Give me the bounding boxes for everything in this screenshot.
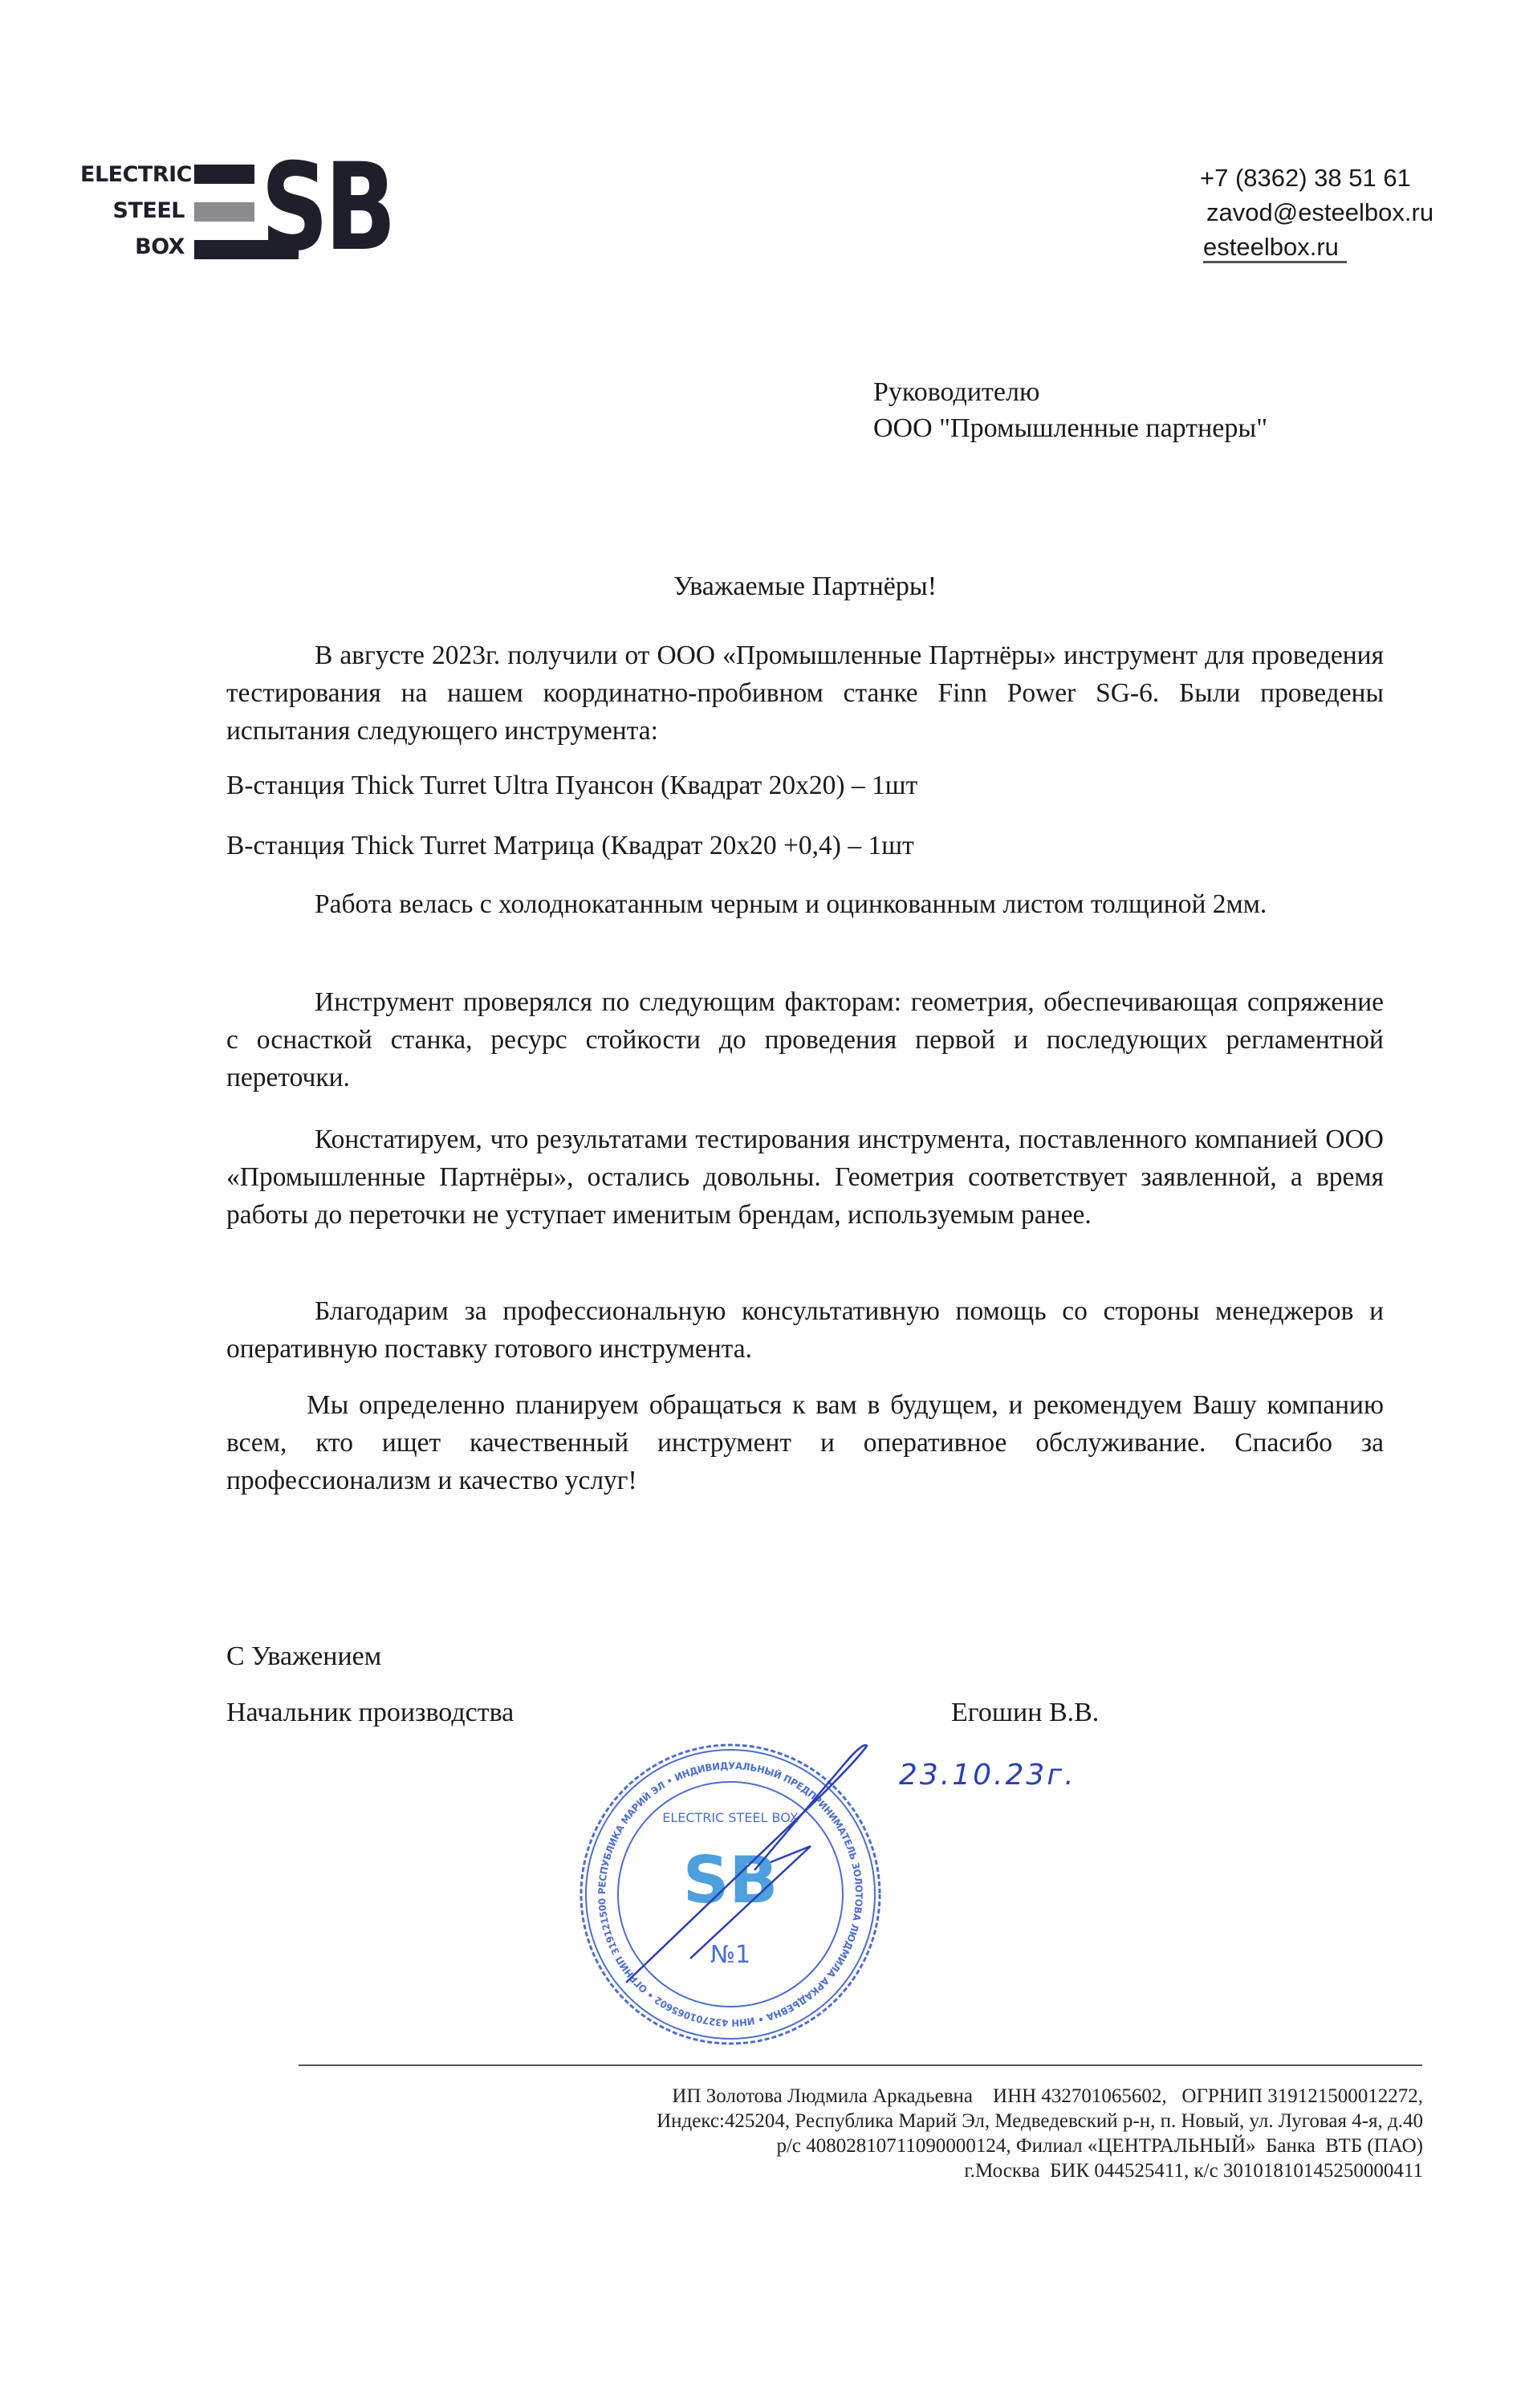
letter-body	[226, 1121, 1384, 1234]
logo-bar-icon	[194, 202, 254, 222]
paragraph-intro: В августе 2023г. получили от ООО «Промышленные Партнёры» инструмент для проведения тестирования на нашем координатно-пробивном станке Finn Power SG-6. Были проведены испытания следующего инструмента:	[226, 641, 1384, 746]
logo-wordmark	[80, 157, 192, 265]
signer-position: Начальник производства	[226, 1698, 514, 1727]
letter-greeting: Уважаемые Партнёры!	[673, 571, 937, 601]
tool-list-item: B-станция Thick Turret Ultra Пуансон (Квадрат 20x20) – 1шт	[226, 771, 918, 800]
paragraph-results: Констатируем, что результатами тестирования инструмента, поставленного компанией ООО «Промышленные Партнёры», остались довольны. Геометрия соответствует заявленной, а время работы до переточки не уступает именитым брендам, используемым ранее.	[226, 1125, 1384, 1230]
footer-requisites	[657, 2084, 1423, 2183]
stamp-seal-icon	[581, 1745, 880, 2044]
letter-body	[226, 637, 1384, 750]
tool-list-item: B-станция Thick Turret Матрица (Квадрат 20x20 +0,4) – 1шт	[226, 831, 914, 860]
logo-word-steel: STEEL	[112, 198, 185, 223]
logo-bar-icon	[194, 165, 254, 184]
logo-mark: SB	[261, 138, 393, 278]
footer-divider	[299, 2064, 1422, 2066]
stamp-outer-text: РЕСПУБЛИКА МАРИЙ ЭЛ • ИНДИВИДУАЛЬНЫЙ ПРЕДПРИНИМАТЕЛЬ ЗОЛОТОВА ЛЮДМИЛА АРКАДЬЕВНА • ИНН 432701065602 • ОГРНИП 319121500	[596, 1759, 865, 2029]
paragraph-recommendation: Мы определенно планируем обращаться к вам в будущем, и рекомендуем Вашу компанию всем, кто ищет качественный инструмент и оперативное обслуживание. Спасибо за профессионализм и качество услуг!	[226, 1390, 1384, 1495]
paragraph-factors: Инструмент проверялся по следующим факторам: геометрия, обеспечивающая сопряжение с оснасткой станка, ресурс стойкости до проведения первой и последующих регламентной переточки.	[226, 987, 1384, 1092]
stamp-number: №1	[710, 1941, 751, 1969]
letter-body	[226, 1386, 1384, 1499]
addressee-line: Руководителю	[873, 377, 1040, 407]
signer-name: Егошин В.В.	[951, 1698, 1100, 1727]
contact-block	[1200, 161, 1433, 264]
tool-list	[226, 827, 1384, 864]
logo-word-box: BOX	[135, 234, 185, 259]
footer-line: Индекс:425204, Республика Марий Эл, Медведевский р-н, п. Новый, ул. Луговая 4-я, д.40	[657, 2110, 1423, 2132]
company-stamp	[578, 1742, 883, 2047]
letter-body	[226, 983, 1384, 1096]
stamp-logo-words: ELECTRIC STEEL BOX	[662, 1810, 799, 1825]
paragraph-material: Работа велась с холоднокатанным черным и оцинкованным листом толщиной 2мм.	[315, 889, 1267, 919]
stamp-logo-mark: SB	[682, 1843, 779, 1918]
letter-body	[226, 885, 1384, 923]
paragraph-thanks: Благодарим за профессиональную консультативную помощь со стороны менеджеров и оперативную поставку готового инструмента.	[226, 1296, 1384, 1364]
addressee-line: ООО "Промышленные партнеры"	[873, 413, 1268, 443]
logo-word-electric: ELECTRIC	[80, 162, 192, 187]
company-logo	[80, 138, 401, 278]
letter-body	[226, 1292, 1384, 1368]
contact-website-link[interactable]: esteelbox.ru	[1203, 234, 1347, 263]
footer-line: ИП Золотова Людмила Аркадьевна ИНН 432701065602, ОГРНИП 319121500012272,	[672, 2085, 1423, 2107]
contact-email: zavod@esteelbox.ru	[1206, 198, 1434, 226]
footer-line: р/с 40802810711090000124, Филиал «ЦЕНТРАЛЬНЫЙ» Банка ВТБ (ПАО)	[776, 2135, 1423, 2157]
contact-phone: +7 (8362) 38 51 61	[1200, 164, 1411, 192]
handwritten-date: 23.10.23г.	[899, 1759, 1076, 1792]
closing-phrase: С Уважением	[226, 1641, 382, 1671]
footer-line: г.Москва БИК 044525411, к/с 30101810145250000411	[964, 2160, 1423, 2182]
addressee-block	[873, 374, 1267, 446]
tool-list	[226, 767, 1384, 804]
